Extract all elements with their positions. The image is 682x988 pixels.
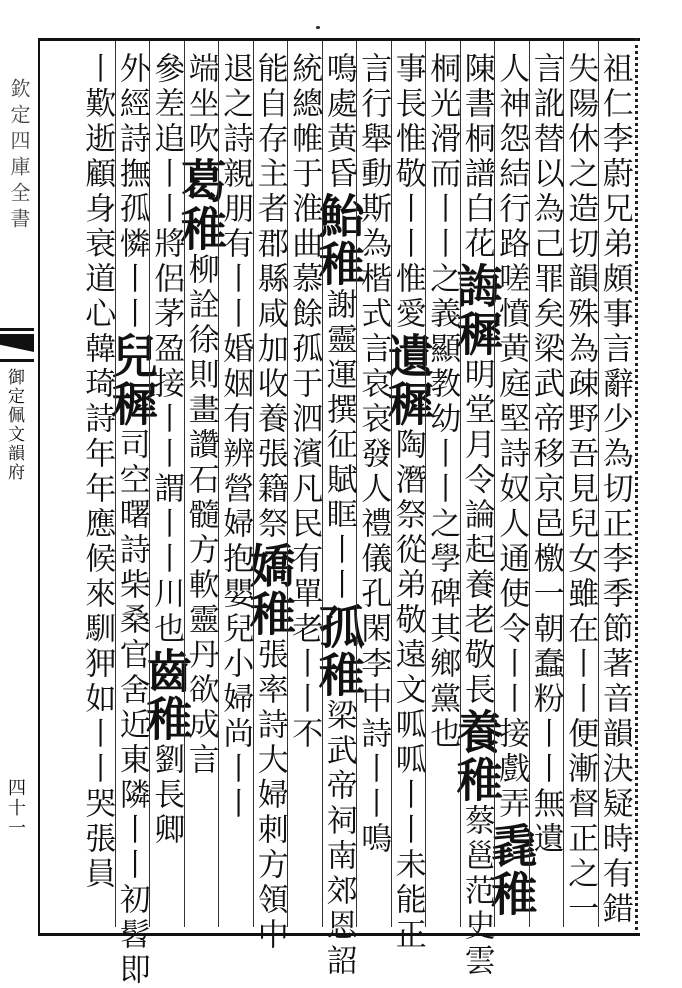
text-segment: 外經詩撫孤憐丨丨 [113,52,150,332]
text-segment: 失陽休之造切韻殊為疎野吾見兒女雖在丨丨便漸督正之一 [562,52,599,927]
headword: 遺穉 [380,332,435,428]
text-segment: 能自存主者郡縣咸加收養張籍祭 [251,52,288,542]
text-segment: 凡民有單老丨丨不 [286,472,323,752]
column-rule [460,41,461,927]
ink-speck [316,26,320,29]
column-rule [425,41,426,927]
text-segment: 端坐吹 [182,52,219,157]
fore-edge-margin [0,38,36,930]
text-segment: 言哀哀發人禮儀孔閑李中詩丨丨鳴 [355,332,392,857]
fishtail-mark [0,328,34,362]
text-segment: 參差 [148,52,185,122]
column-rule [253,41,254,927]
text-segment: 祖仁李蔚兄弟頗事言辭少為切正李季節著音韻決疑時有錯 [596,52,633,927]
headword: 嬌稚 [242,542,297,638]
column-rule [563,41,564,927]
headword: 孤稚 [311,603,366,699]
text-segment: 道心韓琦詩年年應候來馴狎如丨丨 [79,262,116,787]
text-segment: 人神怨結行路嗟憤黄庭堅詩奴人通使令丨丨接戲弄 [493,52,530,822]
text-segment: 梁武帝祠南郊恩詔 [320,699,357,979]
text-segment: 鳴處黄昏 [320,52,357,192]
text-segment: 明堂月令論起養老敬長 [458,358,495,708]
column-rule [391,41,392,927]
column-rule [598,41,599,927]
headword: 鮐稚 [311,192,366,288]
book-title: 御定佩文韻府 [4,368,24,482]
text-segment: 桐光滑而丨丨 [424,52,461,262]
column-rule [356,41,357,927]
text-segment: 劉長卿 [148,743,185,848]
column-rule [322,41,323,927]
text-segment: 陳書桐譜白花 [458,52,495,262]
headword: 兒穉 [104,332,159,428]
text-segment: 哭張員 [79,787,116,892]
text-segment: 之義顯教幼丨丨之學 [424,262,461,577]
headword: 毳稚 [484,822,539,918]
text-segment: 婦抱嬰兒小婦尚丨丨 [217,507,254,822]
headword: 養稚 [449,708,504,804]
text-segment: 張率詩大婦刺方領中 [251,638,288,953]
headword: 齒稚 [139,647,194,743]
text-segment: 事長惟敬丨丨惟愛 [389,52,426,332]
column-rule [115,41,116,927]
text-segment: 退之詩親朋有丨丨婚姻有辨營 [217,52,254,507]
column-rule [494,41,495,927]
text-segment: 碑其鄉黨也 [424,577,461,752]
column-rule [149,41,150,927]
text-segment: 言行舉動斯為楷式 [355,52,392,332]
text-segment: 追丨丨將侶茅盈接丨丨謂丨丨川也 [148,122,185,647]
headword: 葛稚 [173,157,228,253]
text-segment: 丨歎逝顧身衰 [79,52,116,262]
text-segment: 陶潛祭從弟敬遠文呱呱丨丨未能正 [389,428,426,953]
column-rule [287,41,288,927]
text-segment: 謝靈運撰征賦眶丨丨 [320,288,357,603]
text-segment: 統總帷 [286,52,323,157]
text-segment: 柳詮徐則畫讚石髓方軟靈丹欲成言 [182,253,219,778]
page-number: 四十一 [5,778,26,838]
column-rule [184,41,185,927]
margin-top-fragment: 欽定四庫全書 [7,78,31,234]
column-rule [529,41,530,927]
text-segment: 司空曙詩柴桑官舍近東隣丨丨初髫即 [113,428,150,988]
column-rule [218,41,219,927]
text-segment: 言訛替以為己罪矣梁武帝移京邑檄一朝蠢粉丨丨無遺 [527,52,564,857]
text-segment: 蔡邕范史雲 [458,804,495,979]
text-column [74,52,120,912]
text-segment: 于淮曲慕餘孤于泗濱 [286,157,323,472]
headword: 誨穉 [449,262,504,358]
